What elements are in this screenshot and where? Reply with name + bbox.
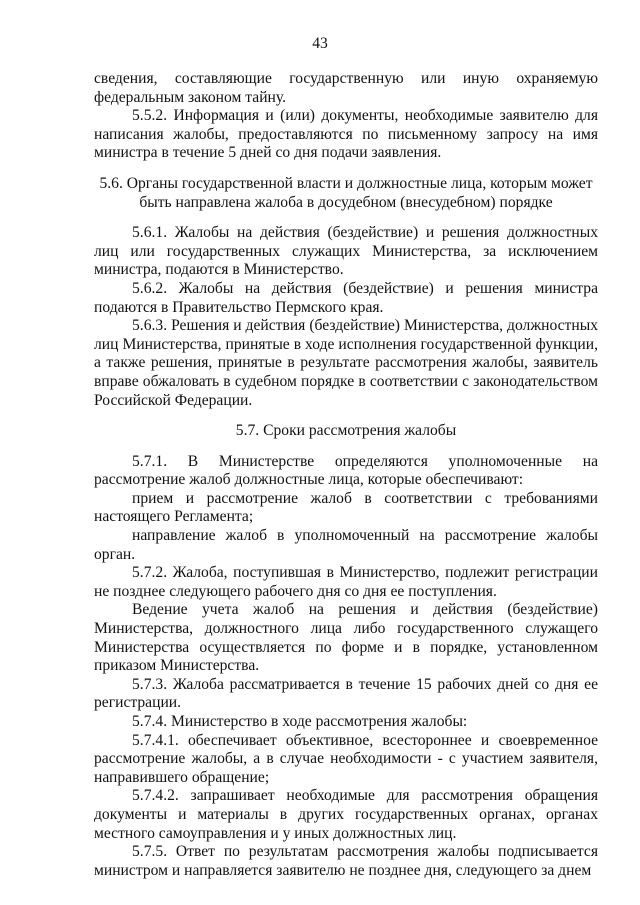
page-number: 43 <box>312 35 328 52</box>
section-heading-5-6: 5.6. Органы государственной власти и должностные лица, которым может быть направлена жалоба в досудебном (внесудебном) порядке <box>99 174 593 211</box>
paragraph-forwarding: направление жалоб в уполномоченный на рассмотрение жалобы орган. <box>94 527 598 563</box>
paragraph-5-6-3: 5.6.3. Решения и действия (бездействие) Министерства, должностных лиц Министерства, принятые в ходе исполнения государственной функции, а также решения, принятые в результате рассмотрения жалобы, заявитель вправе обжаловать в судебном порядке в соответствии с законодательством Российской Федерации. <box>94 317 598 409</box>
paragraph-secret-info: сведения, составляющие государственную или иную охраняемую федеральным законом тайну. <box>94 70 598 106</box>
paragraph-5-6-2: 5.6.2. Жалобы на действия (бездействие) и решения министра подаются в Правительство Пермского края. <box>94 279 598 316</box>
document-body <box>94 70 598 880</box>
paragraph-reception: прием и рассмотрение жалоб в соответствии с требованиями настоящего Регламента; <box>94 489 598 526</box>
paragraph-5-7-4: 5.7.4. Министерство в ходе рассмотрения жалобы: <box>132 713 468 730</box>
paragraph-5-7-5: 5.7.5. Ответ по результатам рассмотрения жалобы подписывается министром и направляется заявителю не позднее дня, следующего за днем <box>94 843 598 879</box>
paragraph-5-7-4-2: 5.7.4.2. запрашивает необходимые для рассмотрения обращения документы и материалы в других государственных органах, органах местного самоуправления и у иных должностных лиц. <box>94 787 598 842</box>
paragraph-accounting: Ведение учета жалоб на решения и действия (бездействие) Министерства, должностного лица либо государственного служащего Министерства осуществляется по форме и в порядке, установленном приказом Министерства. <box>94 601 598 675</box>
paragraph-5-7-1: 5.7.1. В Министерстве определяются уполномоченные на рассмотрение жалоб должностные лица, которые обеспечивают: <box>94 452 598 489</box>
paragraph-5-7-3: 5.7.3. Жалоба рассматривается в течение 15 рабочих дней со дня ее регистрации. <box>94 675 598 712</box>
section-heading-5-7: 5.7. Сроки рассмотрения жалобы <box>235 422 457 440</box>
paragraph-5-5-2: 5.5.2. Информация и (или) документы, необходимые заявителю для написания жалобы, предоставляются по письменному запросу на имя министра в течение 5 дней со дня подачи заявления. <box>94 107 598 162</box>
paragraph-5-6-1: 5.6.1. Жалобы на действия (бездействие) и решения должностных лиц или государственных служащих Министерства, за исключением министра, подаются в Министерство. <box>94 224 598 279</box>
paragraph-5-7-4-1: 5.7.4.1. обеспечивает объективное, всестороннее и своевременное рассмотрение жалобы, а в случае необходимости - с участием заявителя, направившего обращение; <box>94 731 598 786</box>
paragraph-5-7-2: 5.7.2. Жалоба, поступившая в Министерство, подлежит регистрации не позднее следующего рабочего дня со дня ее поступления. <box>94 564 598 600</box>
